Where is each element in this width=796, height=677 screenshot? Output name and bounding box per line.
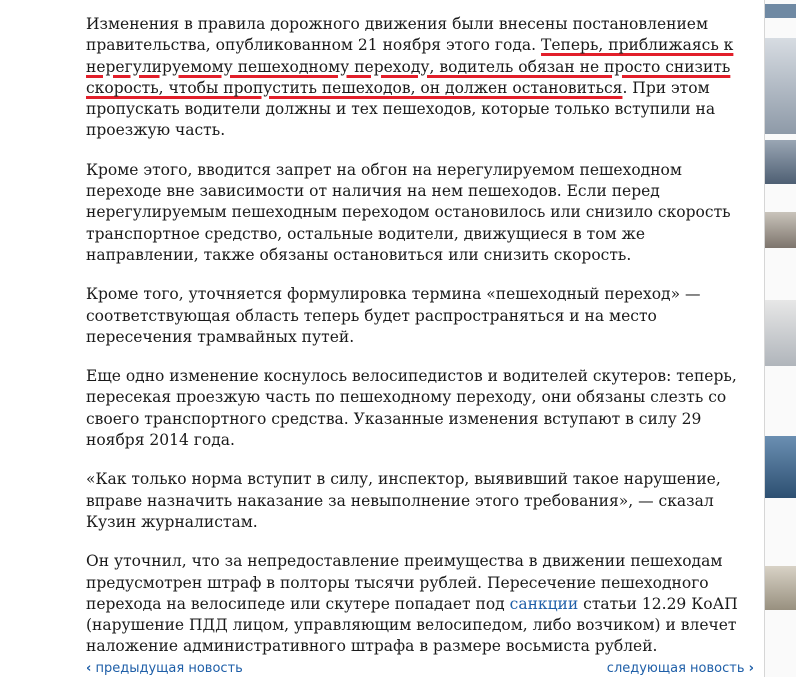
previous-news-link[interactable] [86, 661, 243, 676]
sidebar-thumbnail[interactable] [765, 140, 796, 184]
paragraph-3-text: Кроме того, уточняется формулировка термина «пешеходный переход» — соответствующая область теперь будет распространяться и на место пересечения трамвайных путей. [86, 285, 701, 346]
sidebar-thumbnail[interactable] [765, 38, 796, 134]
chevron-left-icon: ‹ [86, 661, 92, 676]
paragraph-2-text: Кроме этого, вводится запрет на обгон на нерегулируемом пешеходном переходе вне зависимости от наличия на нем пешеходов. Если перед нерегулируемым пешеходным переходом остановилось или снизило скорость транспортное средство, остальные водители, движущиеся в том же направлении, также обязаны остановиться или снизить скорость. [86, 160, 731, 264]
next-news-link[interactable] [607, 661, 754, 676]
sidebar-thumbnail[interactable] [765, 436, 796, 498]
highlighted-sentence: Теперь, приближаясь к нерегулируемому пешеходному переходу, водитель обязан не просто снизить скорость, чтобы пропустить пешеходов, он должен остановиться [86, 36, 734, 97]
paragraph-5-text: «Как только норма вступит в силу, инспектор, выявивший такое нарушение, вправе назначить наказание за невыполнение этого требования», — сказал Кузин журналистам. [86, 470, 721, 531]
previous-news-label: предыдущая новость [95, 661, 243, 676]
chevron-right-icon: › [748, 661, 754, 676]
right-sidebar [765, 0, 796, 677]
paragraph-6-text-a: Он уточнил, что за непредоставление преимущества в движении пешеходам предусмотрен штраф в полторы тысячи рублей. Пересечение пешеходного перехода на велосипеде или скутере попадает под [86, 552, 723, 613]
paragraph-4-text: Еще одно изменение коснулось велосипедистов и водителей скутеров: теперь, пересекая проезжую часть по пешеходному переходу, они обязаны слезть со своего транспортного средства. Указанные изменения вступают в силу 29 ноября 2014 года. [86, 367, 737, 450]
paragraph-6 [86, 551, 754, 657]
sidebar-thumbnail[interactable] [765, 4, 796, 18]
paragraph-2 [86, 160, 754, 266]
sidebar-thumbnail[interactable] [765, 566, 796, 610]
sidebar-thumbnail[interactable] [765, 212, 796, 248]
next-news-label: следующая новость [606, 661, 745, 676]
paragraph-1 [86, 14, 754, 142]
article-body [86, 14, 754, 676]
paragraph-1-text-b: . При этом пропускать водители должны и тех пешеходов, которые только вступили на проезжую часть. [86, 78, 716, 140]
paragraph-3 [86, 284, 754, 348]
sidebar-thumbnail[interactable] [765, 300, 796, 366]
sanctions-link[interactable]: санкции [509, 594, 579, 613]
paragraph-6-text-b: статьи 12.29 КоАП (нарушение ПДД лицом, управляющим велосипедом, либо возчиком) и влечет наложение административного штрафа в размере восьмиста рублей. [86, 594, 738, 656]
paragraph-4 [86, 366, 754, 451]
paragraph-1-text-a: Изменения в правила дорожного движения были внесены постановлением правительства, опубликованном 21 ноября этого года. [86, 15, 709, 55]
paragraph-5-quote [86, 469, 754, 533]
